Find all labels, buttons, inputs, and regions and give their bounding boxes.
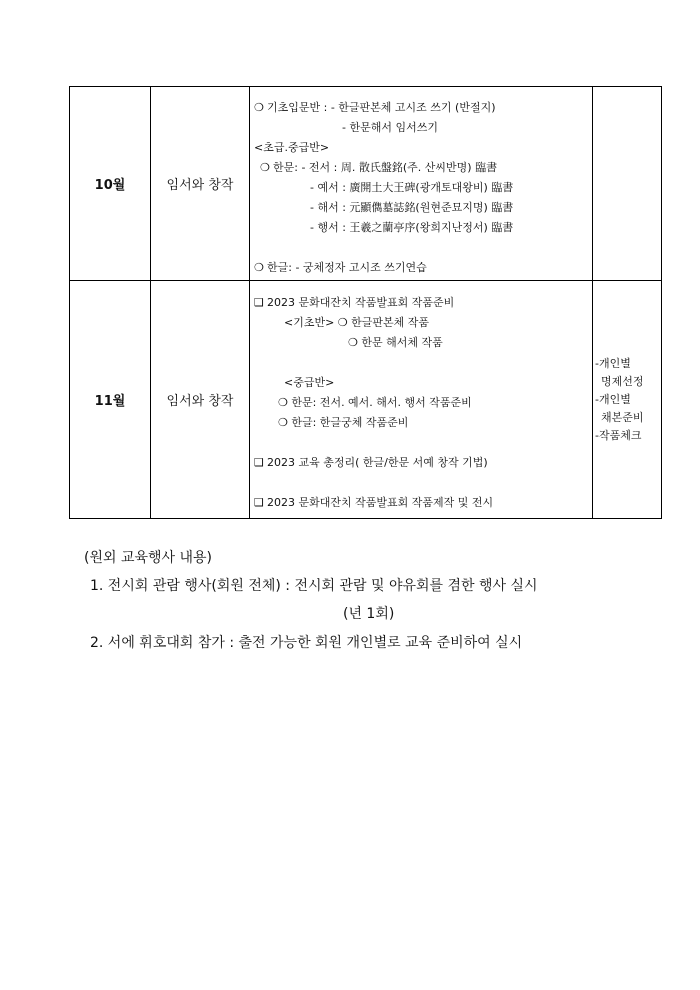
content-text: 기초입문반 : - 한글판본체 고시조 쓰기 (반절지) — [267, 100, 496, 114]
content-text: - 행서 : 王羲之蘭亭序(왕희지난정서) 臨書 — [310, 220, 514, 234]
note-cell — [593, 281, 662, 519]
note-line: 채본준비 — [601, 410, 644, 424]
content-line — [254, 493, 592, 513]
content-text: 2023 문화대잔치 작품발표회 작품준비 — [267, 295, 455, 309]
content-text: ❍ 한글: 한글궁체 작품준비 — [278, 415, 409, 429]
schedule-row — [70, 281, 662, 519]
content-text: ❍ 한문: 전서. 예서. 해서. 행서 작품준비 — [278, 395, 472, 409]
content-line — [254, 433, 592, 453]
note-cell — [593, 87, 662, 281]
content-line — [254, 313, 592, 333]
content-line — [254, 98, 592, 118]
extra-item-2: 2. 서에 휘호대회 참가 : 출전 가능한 회원 개인별로 교육 준비하여 실시 — [90, 635, 523, 651]
note-line: -작품체크 — [595, 428, 642, 442]
bullet-icon: ❍ — [254, 100, 264, 114]
extra-item-1: 1. 전시회 관람 행사(회원 전체) : 전시회 관람 및 야유회를 겸한 행사 실시 — [90, 578, 538, 594]
content-text: 2023 교육 총정리( 한글/한문 서예 창작 기법) — [267, 455, 488, 469]
content-line — [254, 353, 592, 373]
content-text: - 한문해서 임서쓰기 — [342, 120, 438, 134]
content-text: <초급.중급반> — [254, 140, 330, 154]
content-cell — [250, 87, 593, 281]
month-cell: 11월 — [70, 281, 151, 519]
subject-cell: 임서와 창작 — [151, 87, 250, 281]
note-line: 명제선정 — [601, 374, 644, 388]
content-line — [254, 158, 592, 178]
content-line — [254, 393, 592, 413]
content-line — [254, 198, 592, 218]
schedule-table — [69, 86, 662, 519]
content-line — [254, 118, 592, 138]
content-text: 한글: - 궁체정자 고시조 쓰기연습 — [267, 260, 427, 274]
content-text: <중급반> — [284, 375, 335, 389]
month-cell: 10월 — [70, 87, 151, 281]
bullet-icon: ❍ — [254, 260, 264, 274]
content-line — [254, 333, 592, 353]
content-line — [254, 453, 592, 473]
schedule-row — [70, 87, 662, 281]
content-cell — [250, 281, 593, 519]
content-text: - 예서 : 廣開土大王碑(광개토대왕비) 臨書 — [310, 180, 514, 194]
content-line — [254, 178, 592, 198]
content-text: <기초반> ❍ 한글판본체 작품 — [284, 315, 430, 329]
content-line — [254, 238, 592, 258]
content-text: ❍ 한문 해서체 작품 — [348, 335, 443, 349]
content-line — [254, 413, 592, 433]
extra-heading: (원외 교육행사 내용) — [84, 550, 213, 566]
bullet-icon: ❑ — [254, 495, 264, 509]
bullet-icon: ❍ — [260, 160, 270, 174]
subject-cell: 임서와 창작 — [151, 281, 250, 519]
content-text: 2023 문화대잔치 작품발표회 작품제작 및 전시 — [267, 495, 494, 509]
content-line — [254, 293, 592, 313]
bullet-icon: ❑ — [254, 295, 264, 309]
bullet-icon: ❑ — [254, 455, 264, 469]
content-line — [254, 138, 592, 158]
content-line — [254, 218, 592, 238]
content-line — [254, 473, 592, 493]
content-line — [254, 373, 592, 393]
extra-item-1-cont: (년 1회) — [343, 606, 395, 622]
content-text: 한문: - 전서 : 周. 散氏盤銘(주. 산씨반명) 臨書 — [273, 160, 498, 174]
note-line: -개인별 — [595, 356, 631, 370]
content-line — [254, 258, 592, 278]
note-line: -개인별 — [595, 392, 631, 406]
content-text: - 해서 : 元顯儁墓誌銘(원현준묘지명) 臨書 — [310, 200, 514, 214]
